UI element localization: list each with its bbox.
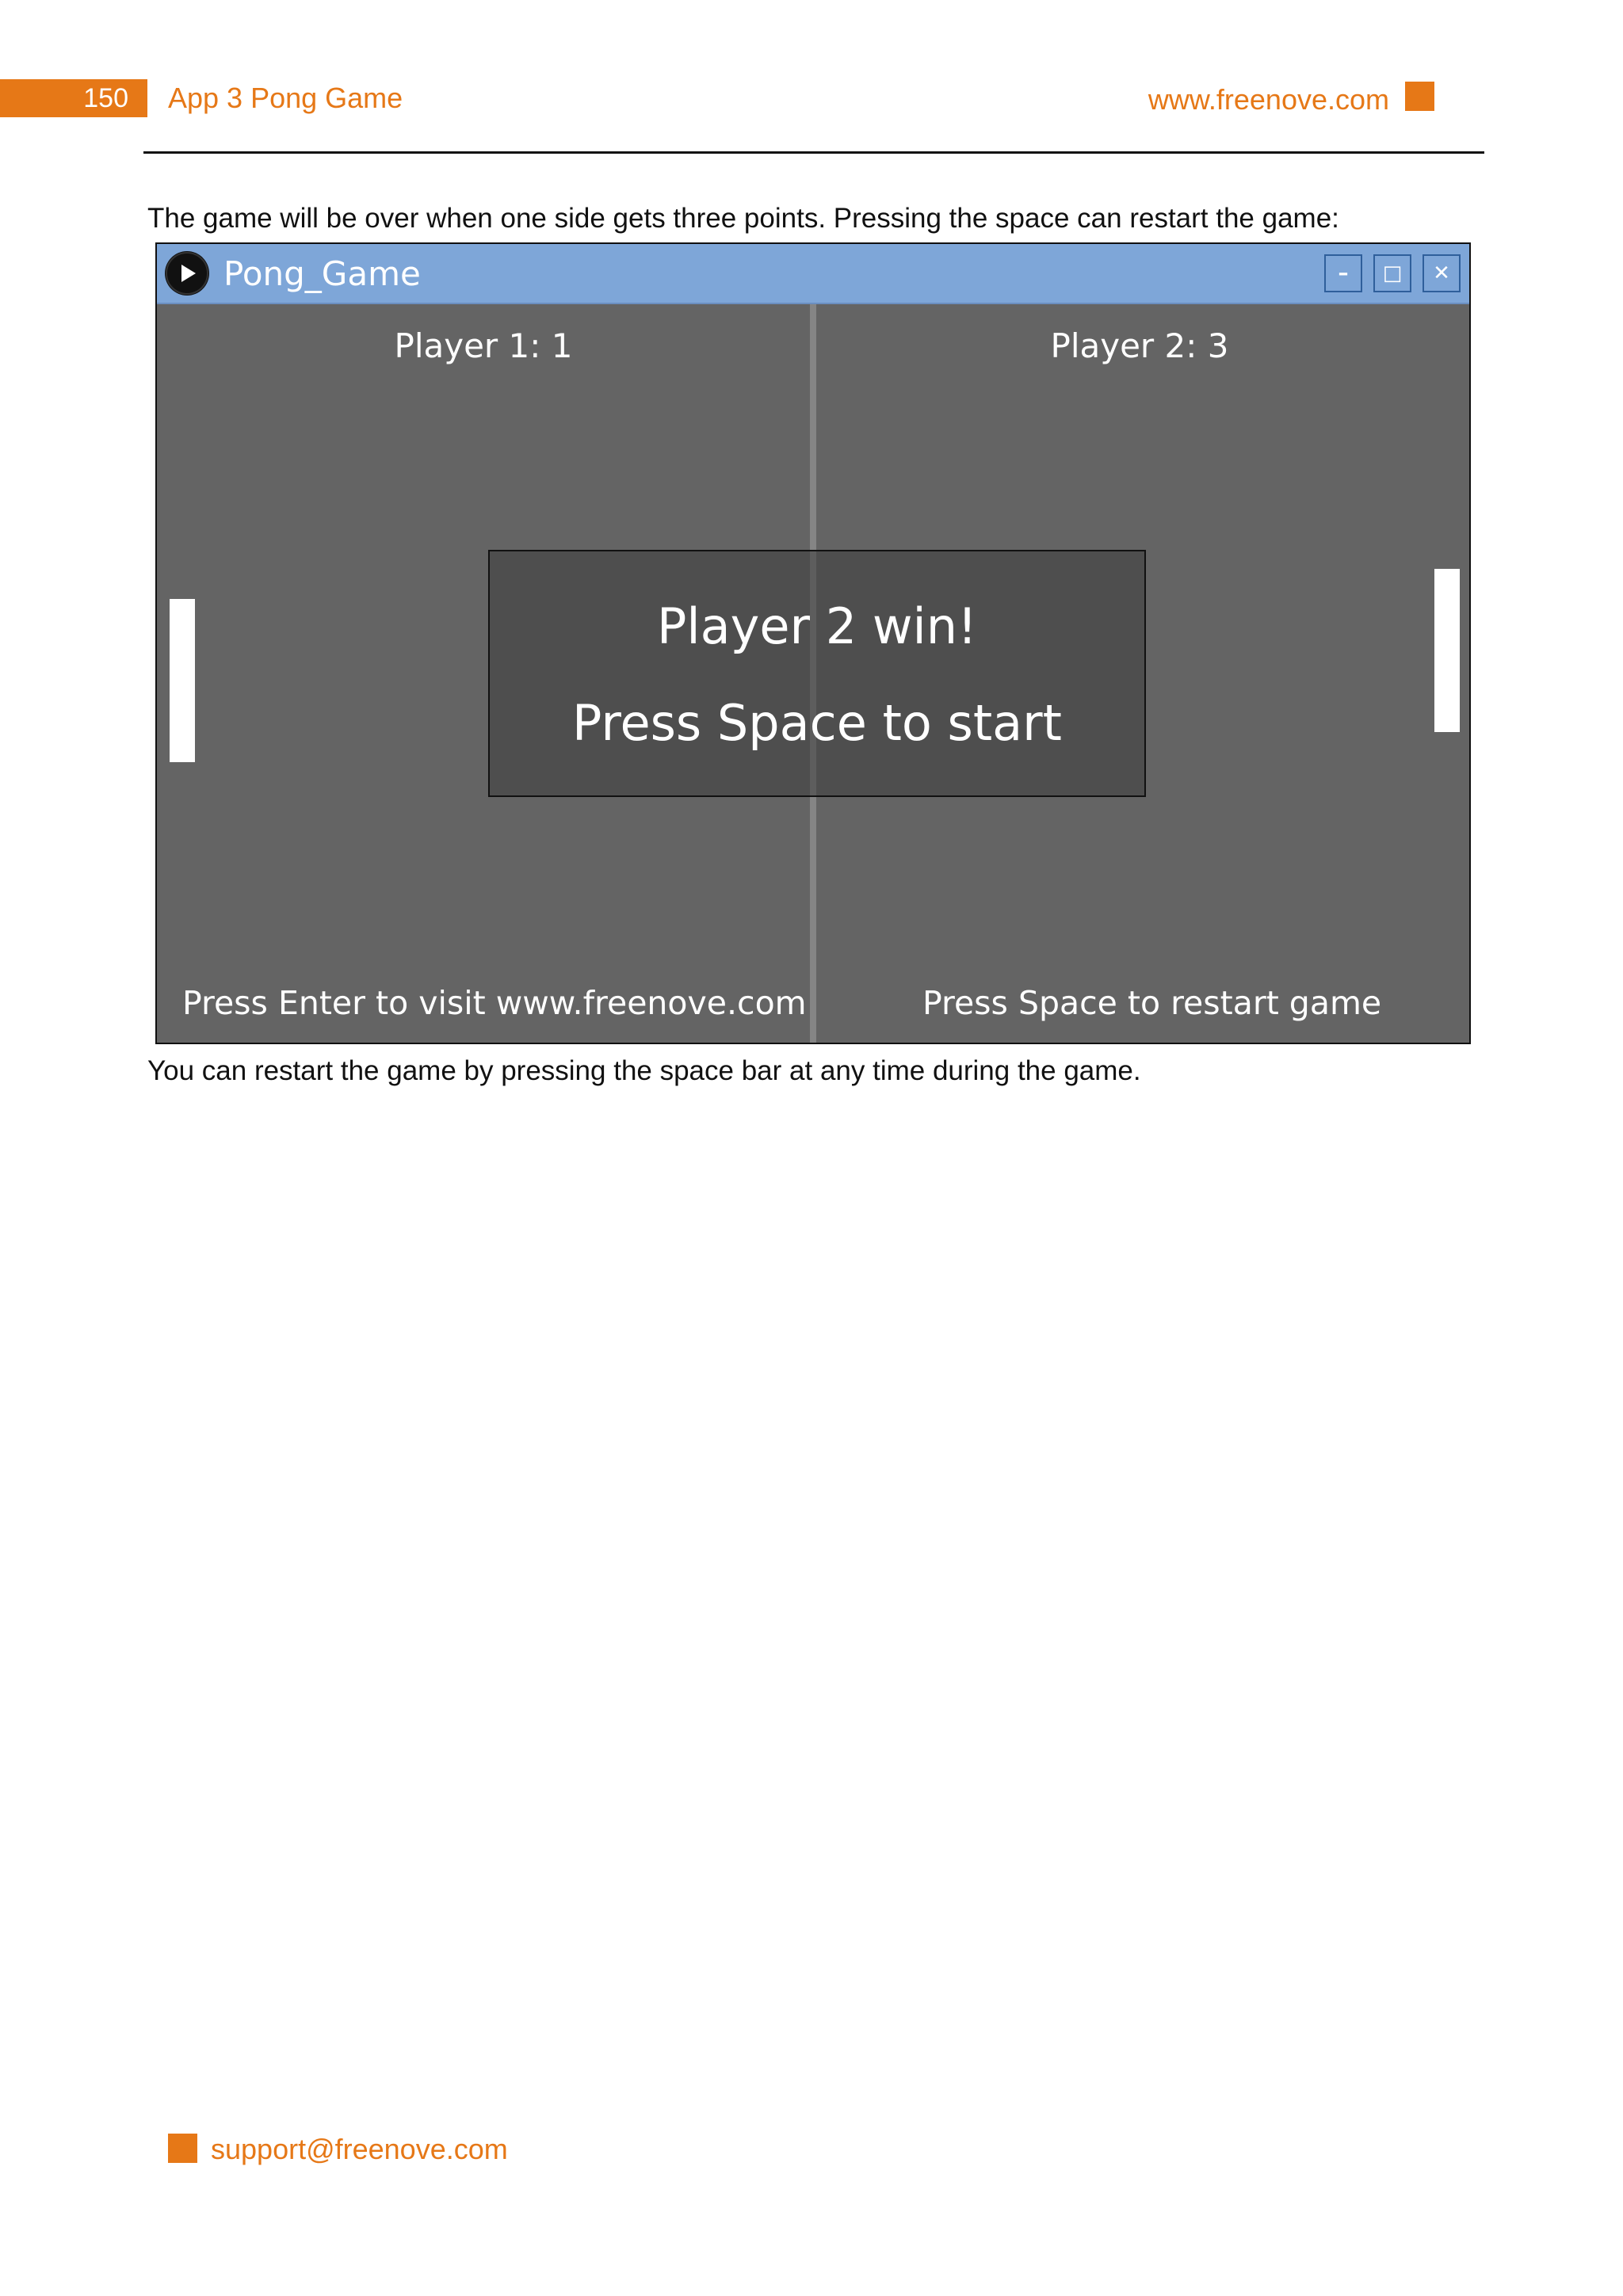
chapter-title: App 3 Pong Game <box>168 82 403 114</box>
close-button[interactable]: ✕ <box>1423 254 1461 292</box>
restart-game-hint: Press Space to restart game <box>922 984 1382 1022</box>
right-paddle <box>1434 569 1460 732</box>
header-accent-square <box>1405 82 1434 111</box>
window-titlebar <box>157 244 1469 304</box>
restart-paragraph: You can restart the game by pressing the space bar at any time during the game. <box>147 1055 1141 1086</box>
minimize-button[interactable]: – <box>1324 254 1362 292</box>
start-message: Press Space to start <box>572 694 1062 752</box>
header-divider <box>143 151 1484 154</box>
player1-score: Player 1: 1 <box>394 326 573 365</box>
visit-website-hint: Press Enter to visit www.freenove.com <box>182 984 807 1022</box>
win-message: Player 2 win! <box>657 597 977 655</box>
game-canvas[interactable] <box>157 304 1469 1043</box>
pong-game-window <box>155 242 1471 1044</box>
left-paddle <box>170 599 195 762</box>
website-link[interactable]: www.freenove.com <box>1148 83 1389 116</box>
intro-paragraph: The game will be over when one side gets three points. Pressing the space can restart the game: <box>147 203 1339 234</box>
game-over-dialog <box>488 550 1146 797</box>
maximize-button[interactable]: □ <box>1373 254 1411 292</box>
footer-accent-square <box>168 2134 197 2163</box>
window-title: Pong_Game <box>223 254 421 293</box>
page-number: 150 <box>0 79 147 117</box>
support-email-link[interactable]: support@freenove.com <box>211 2133 508 2165</box>
app-logo-icon <box>165 251 209 296</box>
player2-score: Player 2: 3 <box>1050 326 1229 365</box>
